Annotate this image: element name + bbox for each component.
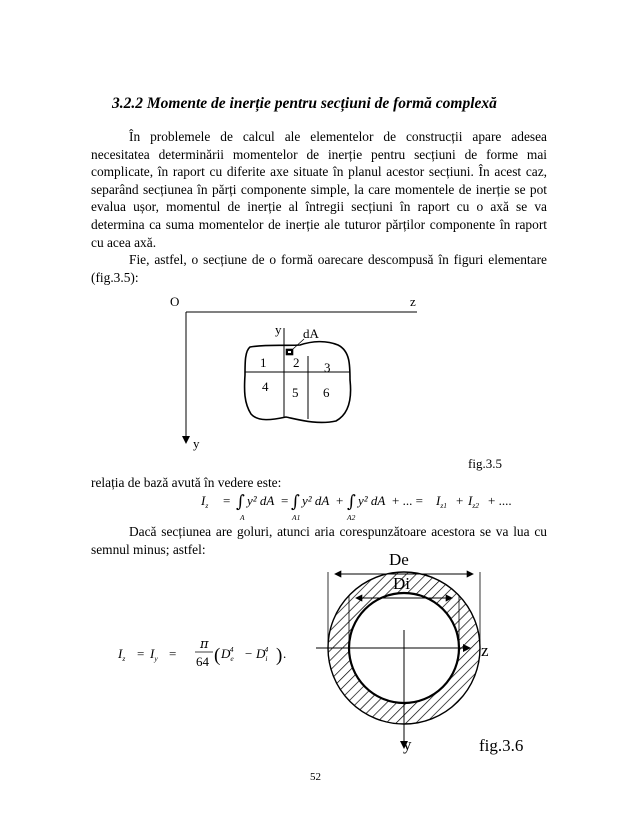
z-axis-label: z bbox=[410, 294, 416, 309]
svg-text:Iz1: $I_{z1}$ bbox=[436, 493, 448, 510]
figure-caption-3-5: fig.3.5 bbox=[468, 456, 502, 471]
formula1-equals: = bbox=[223, 493, 231, 508]
svg-text:Iz2: $I_{z2}$ bbox=[468, 493, 480, 510]
svg-text:De4: $D_e4$ bbox=[221, 645, 234, 663]
de-label: De bbox=[389, 550, 409, 569]
formula2-di-sub: i bbox=[265, 654, 268, 663]
svg-text:−: − bbox=[245, 646, 253, 661]
section-heading: 3.2.2 Momente de inerție pentru secțiuni de formă complexă bbox=[112, 95, 497, 112]
formula1-end: + .... bbox=[488, 493, 512, 508]
page-number: 52 bbox=[310, 771, 321, 783]
formula1-tail: + ... = bbox=[392, 493, 423, 508]
fig36-z-label: z bbox=[481, 641, 489, 660]
di-label: Di bbox=[393, 574, 410, 593]
relation-intro: relația de bază avută în vedere este: bbox=[91, 475, 282, 490]
formula1-iz1-sub: z1 bbox=[440, 501, 448, 510]
part-label-3: 3 bbox=[324, 360, 331, 375]
integral-sign-3: ∫ bbox=[347, 492, 356, 512]
part-label-1: 1 bbox=[260, 355, 267, 370]
formula1-iz2-sub: z2 bbox=[472, 501, 480, 510]
formula1-integrand-1: y² dA bbox=[247, 493, 275, 508]
part-label-4: 4 bbox=[262, 379, 269, 394]
svg-text:=: = bbox=[169, 646, 177, 661]
da-label: dA bbox=[303, 326, 319, 341]
formula2-de-sub: e bbox=[230, 654, 234, 663]
formula2-de-pow: 4 bbox=[229, 645, 234, 654]
svg-text:Iy: $I_y$ bbox=[150, 646, 158, 663]
integral-sign-2: ∫ bbox=[291, 492, 300, 512]
part-label-6: 6 bbox=[323, 385, 330, 400]
formula1-integrand-3: y² dA bbox=[358, 493, 386, 508]
local-y-label: y bbox=[275, 322, 282, 337]
formula1-limit-a2: A2 bbox=[347, 513, 356, 522]
formula2-di-pow: 4 bbox=[264, 645, 269, 654]
paragraph-figure-intro: Fie, astfel, o secțiune de o formă oarecare descompusă în figuri elementare (fig.3.5): bbox=[91, 252, 547, 285]
formula1-i: I bbox=[201, 493, 206, 508]
formula2-iz-sub: z bbox=[122, 654, 126, 663]
svg-text:(: ( bbox=[214, 645, 221, 666]
figure-caption-3-6: fig.3.6 bbox=[479, 736, 524, 755]
part-label-5: 5 bbox=[292, 385, 299, 400]
paragraph-holes: Dacă secțiunea are goluri, atunci aria corespunzătoare acestora se va lua cu semnul minus; astfel: bbox=[91, 524, 547, 557]
formula2-denominator: 64 bbox=[196, 654, 209, 669]
paragraph-intro: În problemele de calcul ale elementelor de construcții apare adesea necesitatea determinării momentelor de inerție pentru secțiuni de forme mai complicate, în raport cu diferite axe situate în planul acestor secțiuni. În acest caz, separând secțiunea în părți componente simple, la care momentele de inerție se pot evalua ușor, momentul de inerție al întregii secțiuni în raport cu o axă se va determina ca suma momentelor de inerție ale tuturor părților componente în raport cu acea axă. bbox=[91, 129, 547, 250]
fig36-y-label: y bbox=[403, 735, 412, 754]
svg-text:Di4: $D_i4$ bbox=[256, 645, 269, 663]
svg-text:+: + bbox=[336, 493, 344, 508]
svg-text:Iz: $I_z$ bbox=[118, 646, 126, 663]
part-label-2: 2 bbox=[293, 355, 300, 370]
formula1-integrand-2: y² dA bbox=[302, 493, 330, 508]
svg-text:): ) bbox=[276, 645, 283, 666]
formula1-limit-a: A bbox=[240, 513, 245, 522]
integral-sign-1: ∫ bbox=[236, 492, 245, 512]
formula1-limit-a1: A1 bbox=[292, 513, 301, 522]
y-axis-label: y bbox=[193, 436, 200, 451]
svg-text:.: . bbox=[283, 646, 287, 661]
svg-text:=: = bbox=[137, 646, 145, 661]
origin-label: O bbox=[170, 294, 180, 309]
svg-text:+: + bbox=[456, 493, 464, 508]
formula2-pi: π bbox=[200, 637, 209, 652]
svg-text:=: = bbox=[281, 493, 289, 508]
formula2-iy-sub: y bbox=[154, 654, 158, 663]
svg-text:De bbox=[389, 550, 409, 569]
formula1-sub-z: z bbox=[205, 501, 209, 510]
